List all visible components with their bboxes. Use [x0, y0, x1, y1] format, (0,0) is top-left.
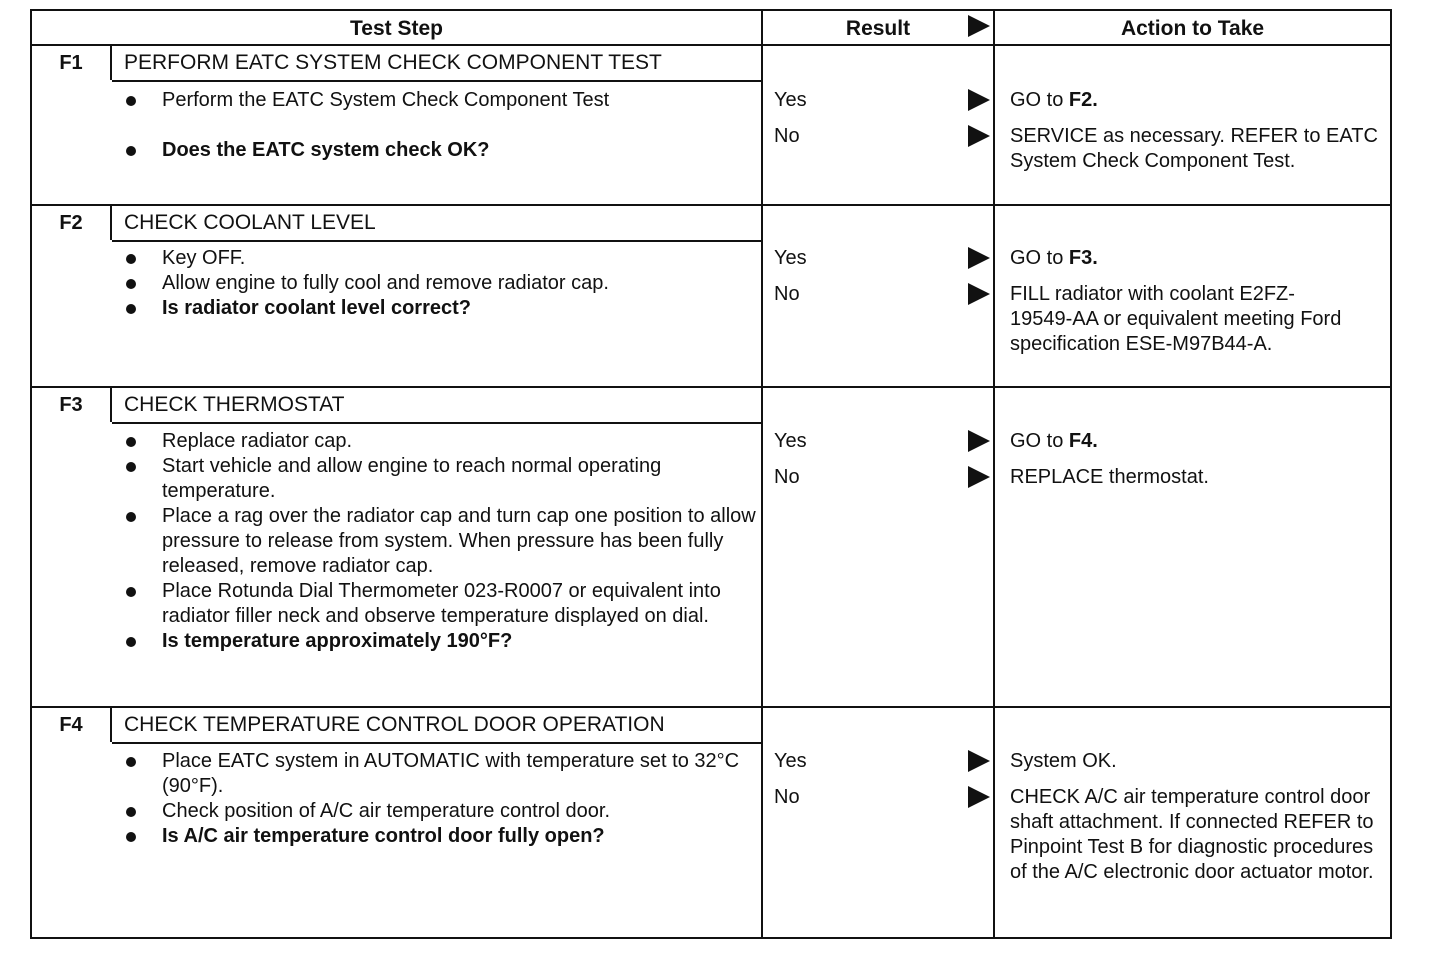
- step-id: F1: [32, 46, 112, 80]
- bullet-icon: [126, 254, 136, 264]
- action-no: REPLACE thermostat.: [1010, 466, 1209, 488]
- title-divider: [112, 742, 763, 744]
- result-no: No: [774, 283, 800, 305]
- action-yes: GO to F3.: [1010, 247, 1098, 269]
- arrow-right-icon: [968, 786, 990, 808]
- instruction: Place a rag over the radiator cap and turn cap one position to allow pressure to release from system. When pressure has been fully released, remove radiator cap.: [122, 504, 762, 579]
- header-result: [763, 11, 993, 46]
- step-reference: F4.: [1068, 430, 1098, 452]
- question: Is A/C air temperature control door fully open?: [122, 824, 762, 849]
- step-instructions: [122, 88, 762, 163]
- result-no: No: [774, 125, 800, 147]
- step-reference: F3.: [1068, 247, 1098, 269]
- bullet-icon: [126, 637, 136, 647]
- step-id: F3: [32, 388, 112, 422]
- bullet-icon: [126, 96, 136, 106]
- step-instructions: [122, 246, 762, 321]
- result-yes: Yes: [774, 430, 807, 452]
- step-title: CHECK THERMOSTAT: [124, 393, 345, 416]
- bullet-icon: [126, 512, 136, 522]
- action-yes: GO to F2.: [1010, 89, 1098, 111]
- arrow-right-icon: [968, 750, 990, 772]
- bullet-icon: [126, 832, 136, 842]
- step-instructions: [122, 749, 762, 849]
- instruction: Replace radiator cap.: [122, 429, 762, 454]
- action-no: FILL radiator with coolant E2FZ-19549-AA or equivalent meeting Ford specification ESE-M97B44-A.: [1010, 283, 1342, 355]
- arrow-right-icon: [968, 466, 990, 488]
- header-result-label: Result: [845, 17, 911, 40]
- bullet-icon: [126, 304, 136, 314]
- step-f1: [32, 46, 1390, 204]
- arrow-right-icon: [968, 247, 990, 269]
- test-procedure-table: [30, 9, 1392, 939]
- question: Is radiator coolant level correct?: [122, 296, 762, 321]
- arrow-right-icon: [968, 430, 990, 452]
- bullet-icon: [126, 437, 136, 447]
- bullet-icon: [126, 807, 136, 817]
- bullet-icon: [126, 146, 136, 156]
- step-title: CHECK TEMPERATURE CONTROL DOOR OPERATION: [124, 713, 665, 736]
- step-title: CHECK COOLANT LEVEL: [124, 211, 376, 234]
- question: Is temperature approximately 190°F?: [122, 629, 762, 654]
- arrow-right-icon: [968, 125, 990, 147]
- step-instructions: [122, 429, 762, 654]
- arrow-right-icon: [968, 89, 990, 111]
- action-yes: System OK.: [1010, 750, 1117, 772]
- action-no: SERVICE as necessary. REFER to EATC System Check Component Test.: [1010, 125, 1378, 172]
- title-divider: [112, 80, 763, 82]
- result-no: No: [774, 786, 800, 808]
- step-f4: [32, 708, 1390, 937]
- arrow-right-icon: [968, 283, 990, 305]
- header-arrow-icon: [968, 15, 990, 37]
- step-reference: F2.: [1068, 89, 1098, 111]
- bullet-icon: [126, 462, 136, 472]
- title-divider: [112, 422, 763, 424]
- result-no: No: [774, 466, 800, 488]
- title-divider: [112, 240, 763, 242]
- bullet-icon: [126, 279, 136, 289]
- instruction: Allow engine to fully cool and remove radiator cap.: [122, 271, 762, 296]
- step-id: F2: [32, 206, 112, 240]
- step-title: PERFORM EATC SYSTEM CHECK COMPONENT TEST: [124, 51, 662, 74]
- result-yes: Yes: [774, 247, 807, 269]
- bullet-icon: [126, 587, 136, 597]
- action-no: CHECK A/C air temperature control door shaft attachment. If connected REFER to Pinpoint Test B for diagnostic procedures of the A/C electronic door actuator motor.: [1010, 786, 1374, 883]
- step-f2: [32, 206, 1390, 386]
- instruction: Key OFF.: [122, 246, 762, 271]
- instruction: Place EATC system in AUTOMATIC with temperature set to 32°C (90°F).: [122, 749, 762, 799]
- header-action: Action to Take: [995, 11, 1390, 46]
- action-yes: GO to F4.: [1010, 430, 1098, 452]
- header-test-step: Test Step: [32, 11, 761, 46]
- instruction: Check position of A/C air temperature control door.: [122, 799, 762, 824]
- instruction: Start vehicle and allow engine to reach normal operating temperature.: [122, 454, 762, 504]
- step-id: F4: [32, 708, 112, 742]
- instruction: Perform the EATC System Check Component Test: [122, 88, 762, 113]
- instruction: Place Rotunda Dial Thermometer 023-R0007 or equivalent into radiator filler neck and observe temperature displayed on dial.: [122, 579, 762, 629]
- bullet-icon: [126, 757, 136, 767]
- step-f3: [32, 388, 1390, 706]
- result-yes: Yes: [774, 89, 807, 111]
- result-yes: Yes: [774, 750, 807, 772]
- question: Does the EATC system check OK?: [122, 138, 762, 163]
